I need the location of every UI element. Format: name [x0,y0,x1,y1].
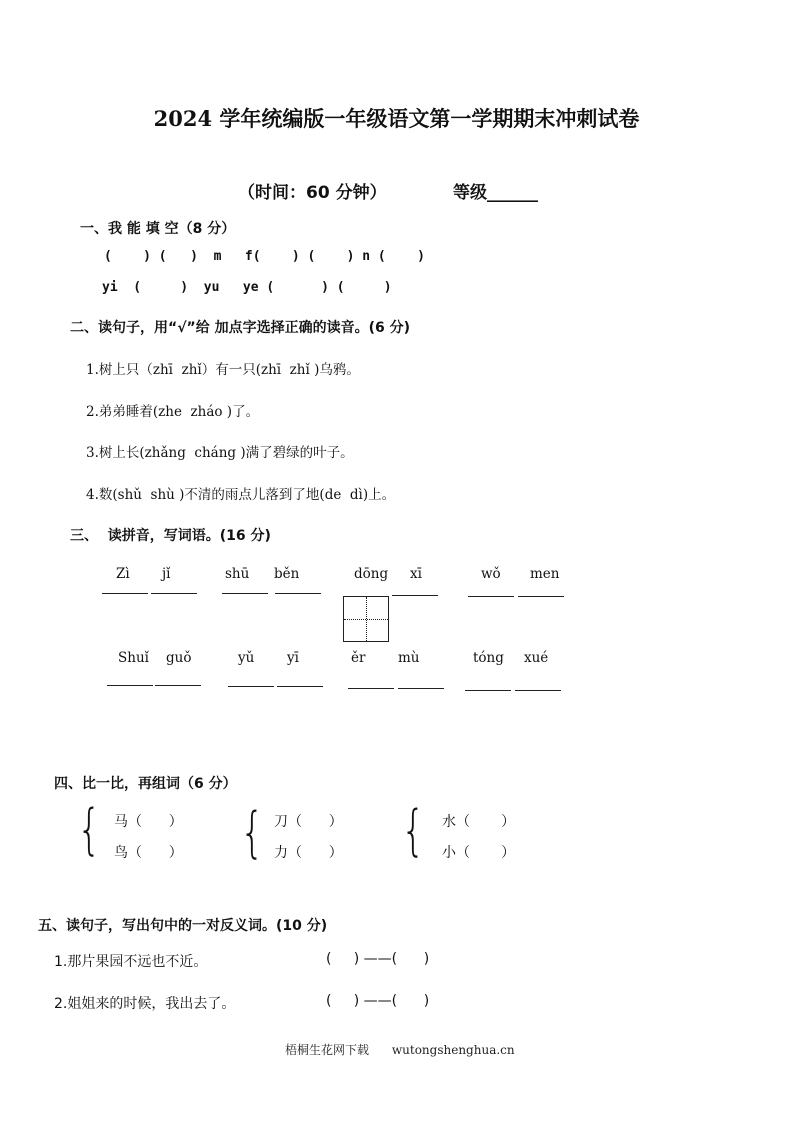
pinyin: xué [524,650,549,666]
pinyin: Zì [116,566,130,582]
pinyin: jǐ [162,566,171,582]
section1-row2: yi ( ) yu ye ( ) ( ) [102,280,392,295]
footer-source: 梧桐生花网下载 wutongshenghua.cn [285,1043,515,1057]
page-title: 2024 学年统编版一年级语文第一学期期末冲刺试卷 [153,106,640,131]
section5-heading: 五、读句子，写出句中的一对反义词。(10 分) [38,918,328,934]
compare-word: 鸟（ ） [114,845,183,861]
section2-item: 4.数(shǔ shù )不清的雨点儿落到了地(de dì)上。 [86,487,396,503]
compare-word: 小（ ） [442,845,516,861]
section5-sentence: 2.姐姐来的时候，我出去了。 [54,996,236,1012]
answer-line[interactable] [277,686,323,687]
pinyin: ěr [351,650,366,666]
section2-item: 3.树上长(zhǎng cháng )满了碧绿的叶子。 [86,445,354,461]
pinyin: men [530,566,560,582]
section2-heading: 二、读句子，用“√”给 加点字选择正确的读音。(6 分) [70,320,411,336]
answer-line[interactable] [398,688,444,689]
section1-heading: 一、我 能 填 空（8 分） [80,221,236,237]
pinyin: yǔ [238,650,255,666]
section3-heading: 三、 读拼音，写词语。(16 分) [70,528,271,544]
section4-heading: 四、比一比，再组词（6 分） [54,776,237,792]
tianzi-grid-box[interactable] [343,596,389,642]
brace-icon: { [240,801,265,864]
grade-field: 等级______ [453,183,538,203]
pinyin: tóng [473,650,504,666]
pinyin: guǒ [166,650,192,666]
answer-line[interactable] [392,595,438,596]
pinyin: mù [398,650,420,666]
answer-line[interactable] [518,596,564,597]
compare-word: 力（ ） [274,845,343,861]
grid-guide [344,619,388,620]
section1-row1: ( ) ( ) m f( ) ( ) n ( ) [104,249,425,264]
section5-sentence: 1.那片果园不远也不近。 [54,954,208,970]
section2-item: 1.树上只（zhī zhǐ）有一只(zhī zhǐ )乌鸦。 [86,362,360,378]
brace-icon: { [77,798,102,861]
compare-word: 刀（ ） [274,814,343,830]
time-limit: （时间：60 分钟） [238,183,387,203]
answer-line[interactable] [107,685,153,686]
brace-icon: { [401,799,426,862]
answer-line[interactable] [228,686,274,687]
answer-line[interactable] [275,593,321,594]
answer-line[interactable] [222,593,268,594]
answer-line[interactable] [468,596,514,597]
pinyin: shū [225,566,250,582]
pinyin: wǒ [481,566,501,582]
answer-line[interactable] [465,690,511,691]
pinyin: běn [274,566,300,582]
answer-line[interactable] [102,593,148,594]
answer-line[interactable] [348,688,394,689]
compare-word: 水（ ） [442,814,516,830]
pinyin: xī [410,566,422,582]
answer-line[interactable] [151,593,197,594]
pinyin: Shuǐ [118,650,149,666]
pinyin: dōng [354,566,389,582]
answer-line[interactable] [515,690,561,691]
answer-line[interactable] [155,685,201,686]
antonym-blanks[interactable]: ( ) ——( ) [326,951,430,967]
section2-item: 2.弟弟睡着(zhe zháo )了。 [86,404,260,420]
compare-word: 马（ ） [114,814,183,830]
antonym-blanks[interactable]: ( ) ——( ) [326,993,430,1009]
pinyin: yī [287,650,299,666]
